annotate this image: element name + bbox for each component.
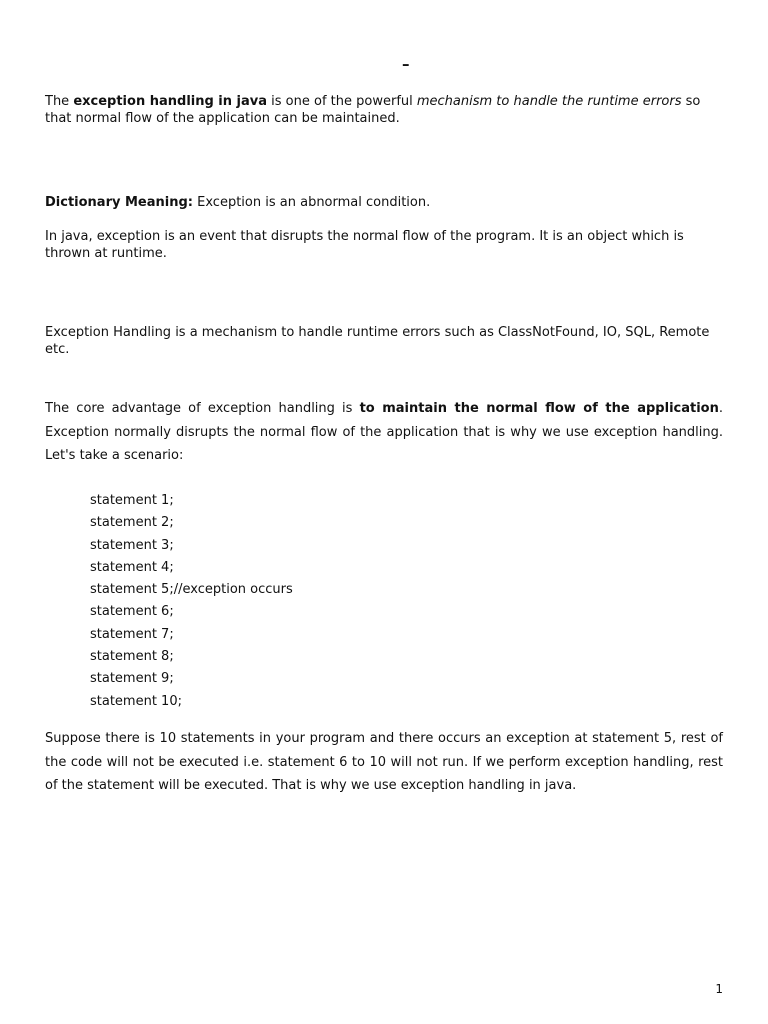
intro-italic-phrase: mechanism to handle the runtime errors	[416, 94, 682, 109]
dictionary-meaning-label: Dictionary Meaning:	[45, 195, 193, 210]
statement-line: statement 8;	[90, 649, 174, 665]
exception-handling-paragraph: Exception Handling is a mechanism to handle runtime errors such as ClassNotFound, IO, SQL, Remote etc.	[45, 325, 710, 357]
intro-bold-term: exception handling in java	[73, 94, 268, 109]
dictionary-meaning-paragraph	[45, 194, 723, 211]
statement-line: statement 1;	[90, 493, 174, 508]
core-advantage-paragraph	[45, 397, 723, 468]
intro-tail: so that normal flow of the application can be maintained.	[45, 94, 701, 126]
statement-line: statement 9;	[90, 671, 174, 687]
intro-paragraph	[45, 93, 723, 127]
statement-line: statement 3;	[90, 537, 174, 553]
intro-lead: The	[45, 94, 74, 109]
java-exception-paragraph: In java, exception is an event that disrupts the normal flow of the program. It is an object which is thrown at runtime.	[45, 229, 684, 261]
statement-line: statement 4;	[90, 559, 174, 575]
scenario-explanation-paragraph: Suppose there is 10 statements in your program and there occurs an exception at statement 5, rest of the code will not be executed i.e. statement 6 to 10 will not run. If we perform exception handling, rest of the statement will be executed. That is why we use exception handling in java.	[45, 731, 723, 793]
heading-mark: –	[402, 55, 410, 73]
core-advantage-bold: to maintain the normal flow of the application	[359, 401, 719, 416]
statement-line: statement 7;	[90, 626, 174, 642]
dictionary-meaning-text: Exception is an abnormal condition.	[193, 195, 431, 210]
statement-list	[90, 492, 293, 715]
page-number: 1	[715, 982, 723, 996]
statement-line: statement 2;	[90, 515, 174, 531]
intro-mid: is one of the powerful	[267, 94, 417, 109]
core-advantage-lead: The core advantage of exception handling is	[45, 401, 360, 416]
statement-line: statement 10;	[90, 693, 182, 709]
statement-line: statement 5;//exception occurs	[90, 582, 293, 598]
core-advantage-tail: . Exception normally disrupts the normal flow of the application that is why we use exception handling. Let's take a scenario:	[45, 401, 723, 463]
statement-line: statement 6;	[90, 604, 174, 620]
